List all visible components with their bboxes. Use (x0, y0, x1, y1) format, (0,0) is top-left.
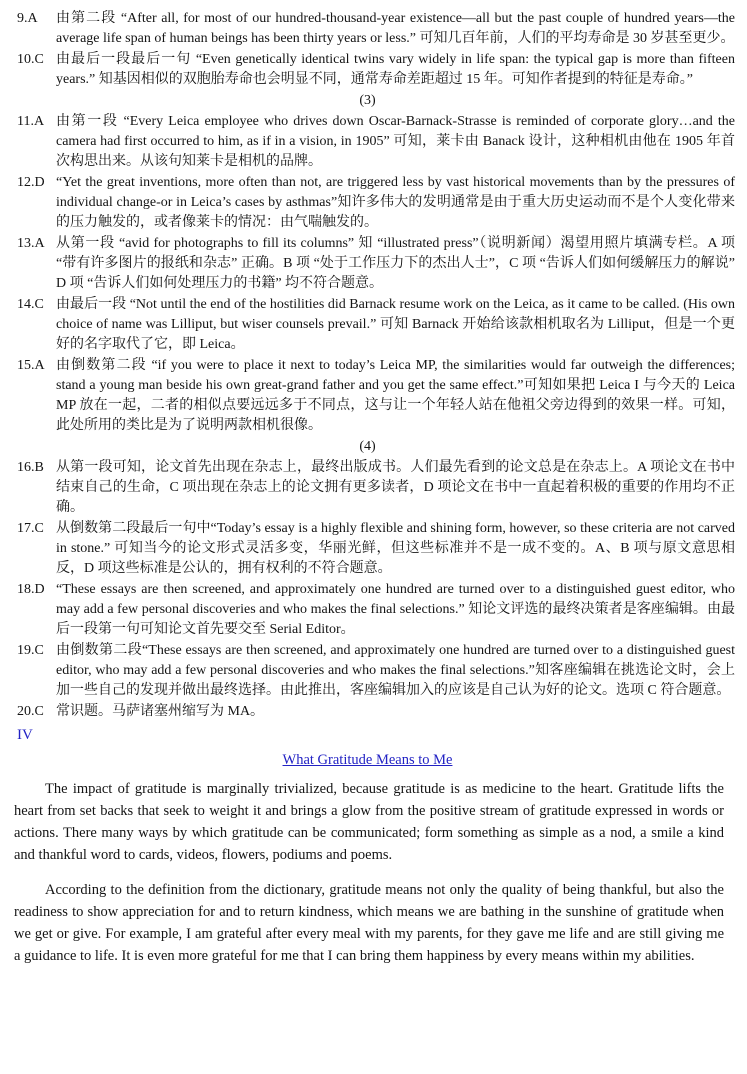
answer-number-15: 15.A (17, 358, 45, 373)
answer-item-18 (0, 580, 735, 640)
answer-item-19 (0, 641, 735, 701)
answer-number-20: 20.C (17, 704, 44, 719)
answer-number-19: 19.C (17, 643, 44, 658)
answer-item-11 (0, 112, 735, 172)
essay-paragraph-2: According to the definition from the dictionary, gratitude means not only the quality of being thankful, but also the readiness to show appreciation for and to return kindness, which means we are bathing in the sunshine of gratitude when we get or give. For example, I am grateful after every meal with my parents, for they gave me life and are still giving me a guidance to life. It is even more grateful for me that I can bring them happiness by every means within my abilities. (14, 882, 724, 964)
answer-number-10: 10.C (17, 52, 44, 67)
answer-explanation-11: 由第一段 “Every Leica employee who drives down Oscar-Barnack-Strasse is reminded of corporate glory…and the camera had first occurred to him, as if in a vision, in 1905” 可知，莱卡由 Banack 设计，这种相机由他在 1905 年首次构思出来。从该句知莱卡是相机的品牌。 (56, 114, 735, 169)
answer-explanation-19: 由倒数第二段“These essays are then screened, and approximately one hundred are turned over to a distinguished guest editor, who may add a few personal discoveries and who makes the final selections.”知客座编辑在挑选论文时，会上加一些自己的发现并做出最终选择。由此推出，客座编辑加入的应该是自己认为好的论文。选项 C 符合题意。 (56, 643, 735, 698)
section-4-label: (4) (359, 439, 376, 454)
answer-explanation-10: 由最后一段最后一句 “Even genetically identical twins vary widely in life span: the typical gap is more than fifteen years.” 知基因相似的双胞胎寿命也会明显不同，通常寿命差距超过 15 年。可知作者提到的特征是寿命。” (56, 52, 735, 87)
answer-number-17: 17.C (17, 521, 44, 536)
answer-explanation-12: “Yet the great inventions, more often than not, are triggered less by vast historical movements than by the pressures of individual change-or in Leica’s cases by asthmas”知许多伟大的发明通常是由于重大历史运动而不是个人变化带来的压力触发的，或者像莱卡的情况：由气喘触发的。 (56, 175, 735, 230)
answer-explanation-20: 常识题。马萨诸塞州缩写为 MA。 (56, 704, 265, 719)
answer-explanation-9: 由第二段 “After all, for most of our hundred-thousand-year existence—all but the past couple of hundred years—the average life span of human beings has been thirty years or less.” 可知几百年前，人们的平均寿命是 30 岁甚至更少。 (56, 11, 735, 46)
answer-item-10 (0, 50, 735, 90)
answer-item-9 (0, 9, 735, 49)
section-iv-numeral: IV (17, 727, 33, 743)
essay-paragraph-1: The impact of gratitude is marginally trivialized, because gratitude is as medicine to the heart. Gratitude lifts the heart from set backs that seek to weight it and brings a glow from the positive stream of gratitude expressed in words or actions. There many ways by which gratitude can be communicated; form something as simple as a nod, a smile a kind and thankful word to cards, videos, flowers, podiums and poems. (14, 781, 724, 863)
answer-explanation-15: 由倒数第二段 “if you were to place it next to today’s Leica MP, the similarities would far outweigh the differences; stand a young man beside his own great-grand father and you get the same effect.”可知如果把 Leica I 与今天的 Leica MP 放在一起，二者的相似点要远远多于不同点，这与让一个年轻人站在他祖父旁边得到的效果一样。可知，此处所用的类比是为了说明两款相机很像。 (56, 358, 735, 433)
answer-explanation-13: 从第一段 “avid for photographs to fill its columns” 知 “illustrated press”（说明新闻）渴望用照片填满专栏。A 项 “带有许多图片的报纸和杂志” 正确。B 项 “处于工作压力下的杰出人士”，C 项 “告诉人们如何缓解压力的解说” D 项 “告诉人们如何处理压力的书籍” 均不符合题意。 (56, 236, 735, 291)
answer-number-16: 16.B (17, 460, 44, 475)
answer-item-20 (0, 702, 735, 722)
answer-number-9: 9.A (17, 11, 38, 26)
answer-number-12: 12.D (17, 175, 45, 190)
answer-item-13 (0, 234, 735, 294)
answer-number-11: 11.A (17, 114, 45, 129)
answer-item-17 (0, 519, 735, 579)
answer-item-12 (0, 173, 735, 233)
essay-title: What Gratitude Means to Me (282, 752, 453, 768)
answer-explanation-18: “These essays are then screened, and approximately one hundred are turned over to a distinguished guest editor, who may add a few personal discoveries and who makes the final selections.” 知论文评选的最终决策者是客座编辑。由最后一段第一句可知论文首先要交至 Serial Editor。 (56, 582, 735, 637)
answer-explanation-14: 由最后一段 “Not until the end of the hostilities did Barnack resume work on the Leica, as it came to be called. (His own choice of name was Lilliput, but wiser counsels prevail.” 可知 Barnack 开始给该款相机取名为 Lilliput，但是一个更好的名字取代了它，即 Leica。 (56, 297, 735, 352)
answer-item-15 (0, 356, 735, 436)
answer-number-14: 14.C (17, 297, 44, 312)
answer-explanation-17: 从倒数第二段最后一句中“Today’s essay is a highly flexible and shining form, however, so these criteria are not carved in stone.” 可知当今的论文形式灵活多变，华丽光鲜，但这些标准并不是一成不变的。A、B 项与原文意思相反，D 项这些标准是公认的，拥有权利的不符合题意。 (56, 521, 735, 576)
section-3-label: (3) (359, 93, 376, 108)
answer-number-18: 18.D (17, 582, 45, 597)
answer-item-16 (0, 458, 735, 518)
answer-explanation-16: 从第一段可知，论文首先出现在杂志上，最终出版成书。人们最先看到的论文总是在杂志上。A 项论文在书中结束自己的生命，C 项出现在杂志上的论文拥有更多读者，D 项论文在书中一直起着积极的重要的作用均不正确。 (56, 460, 735, 515)
answer-item-14 (0, 295, 735, 355)
answer-number-13: 13.A (17, 236, 45, 251)
